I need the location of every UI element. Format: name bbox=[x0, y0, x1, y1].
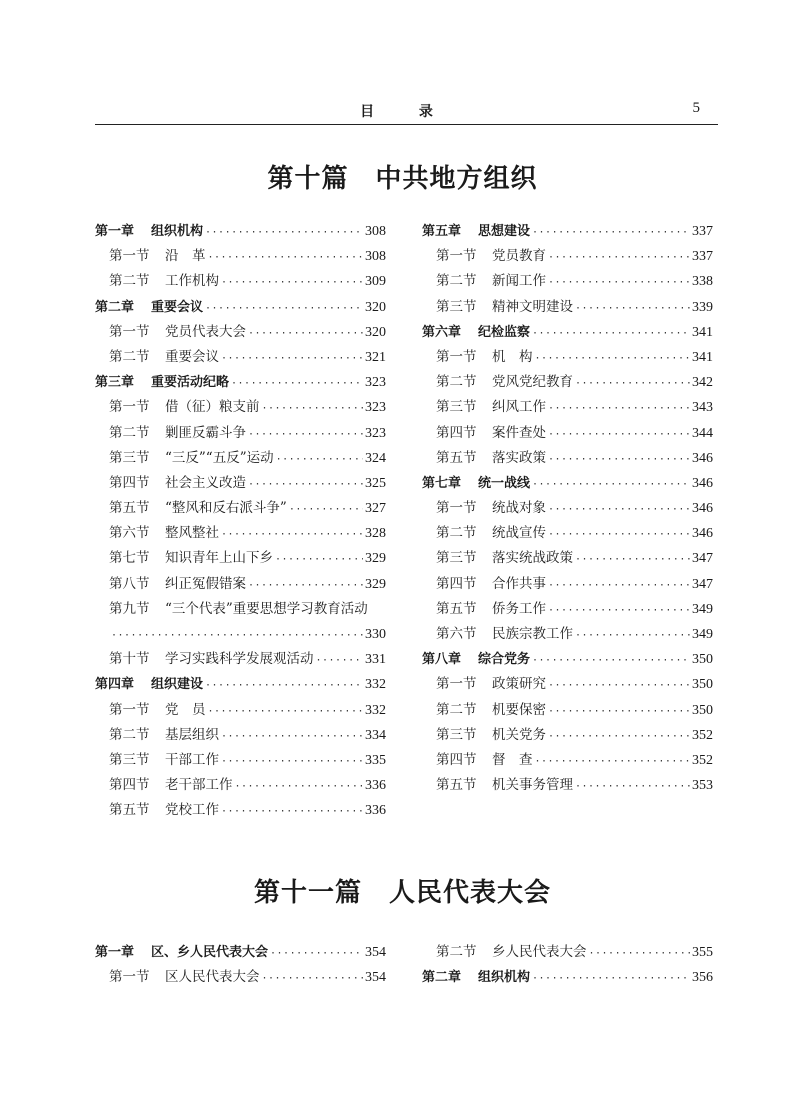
dot-leader bbox=[535, 749, 691, 774]
entry-page-number: 341 bbox=[692, 349, 713, 365]
entry-title: 重要活动纪略 bbox=[151, 375, 230, 391]
dot-leader bbox=[111, 623, 363, 648]
dot-leader bbox=[221, 522, 363, 547]
entry-page-number: 346 bbox=[692, 501, 713, 517]
dot-leader bbox=[276, 447, 363, 472]
toc-section-entry bbox=[422, 572, 713, 597]
toc-section-entry bbox=[95, 421, 386, 446]
entry-title: 区人民代表大会 bbox=[165, 969, 260, 986]
header-title: 目 录 bbox=[360, 104, 453, 120]
entry-title: 案件查处 bbox=[492, 424, 546, 441]
entry-number: 第二节 bbox=[109, 726, 150, 743]
entry-page-number: 354 bbox=[365, 970, 386, 986]
entry-page-number: 308 bbox=[365, 249, 386, 265]
dot-leader bbox=[248, 573, 363, 598]
dot-leader bbox=[548, 724, 690, 749]
entry-title: 老干部工作 bbox=[165, 777, 233, 794]
toc-section-entry bbox=[422, 395, 713, 420]
dot-leader bbox=[548, 270, 690, 295]
entry-page-number: 356 bbox=[692, 970, 713, 986]
toc-section-entry bbox=[422, 295, 713, 320]
entry-number: 第三节 bbox=[436, 726, 477, 743]
entry-page-number: 344 bbox=[692, 425, 713, 441]
entry-title: 组织机构 bbox=[151, 224, 204, 239]
entry-number: 第四节 bbox=[436, 575, 477, 592]
entry-title: 统战对象 bbox=[492, 500, 546, 517]
entry-page-number: 347 bbox=[692, 576, 713, 592]
toc-section-entry bbox=[95, 395, 386, 420]
entry-number: 第三节 bbox=[436, 550, 477, 567]
part-title: 第十一篇 人民代表大会 bbox=[253, 878, 551, 908]
entry-page-number: 337 bbox=[692, 249, 713, 265]
entry-number: 第三节 bbox=[436, 298, 477, 315]
entry-title: 合作共事 bbox=[492, 575, 546, 592]
dot-leader bbox=[548, 447, 690, 472]
entry-page-number: 329 bbox=[365, 576, 386, 592]
toc-section-entry bbox=[422, 345, 713, 370]
dot-leader bbox=[532, 220, 690, 245]
entry-title: 落实政策 bbox=[492, 449, 546, 466]
toc-chapter-entry bbox=[422, 219, 713, 244]
toc-section-entry bbox=[422, 940, 713, 965]
toc-section-entry bbox=[95, 446, 386, 471]
entry-title: 纠风工作 bbox=[492, 399, 546, 416]
entry-title: 新闻工作 bbox=[492, 273, 546, 290]
entry-title: “三反”“五反”运动 bbox=[165, 449, 274, 466]
dot-leader bbox=[548, 699, 690, 724]
toc-section-entry bbox=[422, 723, 713, 748]
entry-title: 重要会议 bbox=[165, 348, 219, 365]
entry-title: 党 员 bbox=[165, 701, 206, 718]
entry-page-number: 352 bbox=[692, 727, 713, 743]
entry-title: 纪检监察 bbox=[478, 324, 531, 340]
entry-page-number: 336 bbox=[365, 803, 386, 819]
dot-leader bbox=[548, 573, 690, 598]
entry-page-number: 343 bbox=[692, 400, 713, 416]
entry-title: 沿 革 bbox=[165, 248, 206, 265]
toc-chapter-entry bbox=[422, 320, 713, 345]
dot-leader bbox=[208, 699, 364, 724]
entry-page-number: 346 bbox=[692, 475, 713, 491]
entry-number: 第二节 bbox=[436, 273, 477, 290]
dot-leader bbox=[316, 648, 364, 673]
toc-column-left bbox=[95, 940, 386, 990]
entry-title: “三个代表”重要思想学习教育活动 bbox=[165, 600, 368, 617]
toc-section-entry bbox=[95, 521, 386, 546]
toc-section-entry bbox=[422, 773, 713, 798]
entry-title: 党员代表大会 bbox=[165, 323, 246, 340]
entry-number: 第五节 bbox=[109, 500, 150, 517]
entry-number: 第五章 bbox=[422, 224, 462, 239]
entry-number: 第二节 bbox=[109, 348, 150, 365]
entry-title: 学习实践科学发展观活动 bbox=[165, 651, 314, 668]
entry-page-number: 352 bbox=[692, 752, 713, 768]
dot-leader bbox=[589, 941, 691, 966]
entry-title: 统战宣传 bbox=[492, 525, 546, 542]
entry-title: 组织机构 bbox=[478, 970, 531, 986]
entry-number: 第四章 bbox=[95, 677, 135, 693]
entry-title: 区、乡人民代表大会 bbox=[151, 945, 269, 960]
toc-column-left bbox=[95, 219, 386, 824]
entry-page-number: 339 bbox=[692, 299, 713, 315]
toc-section-entry bbox=[422, 672, 713, 697]
entry-title: 督 查 bbox=[492, 751, 533, 768]
dot-leader bbox=[548, 497, 690, 522]
toc-section-entry bbox=[95, 244, 386, 269]
entry-page-number: 331 bbox=[365, 652, 386, 668]
dot-leader bbox=[248, 321, 363, 346]
entry-page-number: 349 bbox=[692, 627, 713, 642]
entry-page-number: 355 bbox=[692, 945, 713, 960]
entry-title: 干部工作 bbox=[165, 751, 219, 768]
dot-leader bbox=[548, 522, 690, 547]
toc-chapter-entry bbox=[95, 940, 386, 965]
toc-chapter-entry bbox=[422, 647, 713, 672]
entry-title: 工作机构 bbox=[165, 273, 219, 290]
toc-section-entry bbox=[422, 748, 713, 773]
toc-section-entry bbox=[422, 370, 713, 395]
entry-title: 综合党务 bbox=[478, 652, 531, 668]
entry-title: 乡人民代表大会 bbox=[492, 944, 587, 960]
entry-title: 党风党纪教育 bbox=[492, 374, 573, 391]
entry-page-number: 338 bbox=[692, 274, 713, 290]
entry-number: 第一节 bbox=[436, 676, 477, 693]
toc-section-entry bbox=[422, 496, 713, 521]
entry-title: 整风整社 bbox=[165, 525, 219, 542]
entry-number: 第五节 bbox=[436, 777, 477, 794]
toc-section-entry bbox=[422, 597, 713, 622]
entry-number: 第二节 bbox=[436, 525, 477, 542]
dot-leader bbox=[221, 346, 363, 371]
entry-title: 剿匪反霸斗争 bbox=[165, 424, 246, 441]
entry-number: 第九节 bbox=[109, 600, 150, 617]
dot-leader bbox=[535, 346, 691, 371]
dot-leader bbox=[262, 396, 364, 421]
entry-page-number: 349 bbox=[692, 601, 713, 617]
toc-entry-continuation bbox=[95, 622, 386, 647]
entry-page-number: 332 bbox=[365, 702, 386, 718]
toc-section-entry bbox=[95, 647, 386, 672]
entry-number: 第一节 bbox=[109, 323, 150, 340]
dot-leader bbox=[548, 396, 690, 421]
entry-number: 第六节 bbox=[109, 525, 150, 542]
dot-leader bbox=[532, 472, 690, 497]
entry-page-number: 332 bbox=[365, 677, 386, 693]
dot-leader bbox=[532, 648, 690, 673]
entry-number: 第一节 bbox=[109, 248, 150, 265]
toc-chapter-entry bbox=[95, 295, 386, 320]
entry-title: 机要保密 bbox=[492, 701, 546, 718]
dot-leader bbox=[205, 220, 363, 245]
entry-page-number: 337 bbox=[692, 224, 713, 239]
entry-title: 社会主义改造 bbox=[165, 474, 246, 491]
dot-leader bbox=[548, 598, 690, 623]
entry-number: 第五节 bbox=[436, 600, 477, 617]
dot-leader bbox=[205, 673, 363, 698]
entry-title: 统一战线 bbox=[478, 475, 531, 491]
dot-leader bbox=[275, 547, 363, 572]
entry-page-number: 320 bbox=[365, 324, 386, 340]
entry-title: 组织建设 bbox=[151, 677, 204, 693]
toc-section-entry bbox=[95, 597, 386, 622]
entry-page-number: 321 bbox=[365, 349, 386, 365]
entry-page-number: 328 bbox=[365, 526, 386, 542]
dot-leader bbox=[262, 966, 364, 991]
toc-section-entry bbox=[95, 269, 386, 294]
dot-leader bbox=[532, 966, 690, 991]
entry-page-number: 323 bbox=[365, 425, 386, 441]
entry-title: 思想建设 bbox=[478, 224, 531, 239]
dot-leader bbox=[235, 774, 364, 799]
toc-section-entry bbox=[422, 546, 713, 571]
toc-chapter-entry bbox=[422, 471, 713, 496]
dot-leader bbox=[221, 270, 363, 295]
dot-leader bbox=[575, 623, 690, 648]
dot-leader bbox=[248, 472, 363, 497]
entry-number: 第五节 bbox=[109, 802, 150, 819]
toc-section-entry bbox=[422, 521, 713, 546]
entry-number: 第二节 bbox=[436, 944, 477, 960]
dot-leader bbox=[532, 321, 690, 346]
toc-section-entry bbox=[422, 269, 713, 294]
entry-number: 第一节 bbox=[436, 348, 477, 365]
toc-chapter-entry bbox=[422, 965, 713, 990]
entry-title: 知识青年上山下乡 bbox=[165, 550, 273, 567]
entry-number: 第四节 bbox=[109, 474, 150, 491]
entry-title: 党校工作 bbox=[165, 802, 219, 819]
dot-leader bbox=[575, 371, 690, 396]
entry-title: 党员教育 bbox=[492, 248, 546, 265]
entry-page-number: 323 bbox=[365, 400, 386, 416]
entry-page-number: 350 bbox=[692, 702, 713, 718]
entry-number: 第二节 bbox=[436, 374, 477, 391]
entry-number: 第二章 bbox=[422, 970, 462, 986]
entry-page-number: 329 bbox=[365, 551, 386, 567]
dot-leader bbox=[221, 749, 363, 774]
entry-number: 第三章 bbox=[95, 375, 135, 391]
entry-number: 第八章 bbox=[422, 652, 462, 668]
entry-page-number: 323 bbox=[365, 375, 386, 391]
entry-page-number: 354 bbox=[365, 945, 386, 960]
entry-number: 第二节 bbox=[109, 424, 150, 441]
toc-section-entry bbox=[95, 965, 386, 990]
dot-leader bbox=[548, 422, 690, 447]
entry-title: 纠正冤假错案 bbox=[165, 575, 246, 592]
entry-number: 第一节 bbox=[436, 500, 477, 517]
toc-chapter-entry bbox=[95, 370, 386, 395]
entry-title: 机 构 bbox=[492, 348, 533, 365]
toc-column-right bbox=[422, 940, 713, 990]
entry-title: 机关事务管理 bbox=[492, 777, 573, 794]
toc-section-entry bbox=[422, 421, 713, 446]
toc-section-entry bbox=[95, 572, 386, 597]
dot-leader bbox=[548, 673, 690, 698]
entry-page-number: 347 bbox=[692, 551, 713, 567]
toc-section-entry bbox=[95, 471, 386, 496]
entry-title: 侨务工作 bbox=[492, 600, 546, 617]
dot-leader bbox=[248, 422, 363, 447]
toc-section-entry bbox=[95, 320, 386, 345]
page-header bbox=[95, 98, 718, 125]
entry-page-number: 309 bbox=[365, 274, 386, 290]
toc-column-right bbox=[422, 219, 713, 798]
toc-chapter-entry bbox=[95, 219, 386, 244]
entry-page-number: 350 bbox=[692, 652, 713, 668]
toc-section-entry bbox=[422, 446, 713, 471]
dot-leader bbox=[270, 941, 363, 966]
dot-leader bbox=[205, 296, 363, 321]
entry-title: 机关党务 bbox=[492, 726, 546, 743]
dot-leader bbox=[289, 497, 363, 522]
entry-title: 借（征）粮支前 bbox=[165, 399, 260, 416]
entry-page-number: 346 bbox=[692, 450, 713, 466]
entry-number: 第六节 bbox=[436, 626, 477, 642]
entry-page-number: 346 bbox=[692, 526, 713, 542]
toc-section-entry bbox=[95, 496, 386, 521]
entry-title: 精神文明建设 bbox=[492, 298, 573, 315]
entry-title: 政策研究 bbox=[492, 676, 546, 693]
entry-page-number: 324 bbox=[365, 450, 386, 466]
entry-title: 基层组织 bbox=[165, 726, 219, 743]
entry-page-number: 350 bbox=[692, 677, 713, 693]
entry-number: 第一节 bbox=[109, 399, 150, 416]
entry-title: 重要会议 bbox=[151, 299, 204, 315]
dot-leader bbox=[575, 774, 690, 799]
entry-number: 第四节 bbox=[109, 777, 150, 794]
entry-number: 第四节 bbox=[436, 751, 477, 768]
entry-number: 第一节 bbox=[436, 248, 477, 265]
entry-page-number: 330 bbox=[365, 627, 386, 642]
dot-leader bbox=[548, 245, 690, 270]
entry-number: 第三节 bbox=[109, 449, 150, 466]
entry-number: 第二节 bbox=[436, 701, 477, 718]
entry-number: 第一章 bbox=[95, 224, 135, 239]
entry-title: “整风和反右派斗争” bbox=[165, 500, 287, 517]
entry-page-number: 308 bbox=[365, 224, 386, 239]
entry-number: 第二章 bbox=[95, 299, 135, 315]
entry-page-number: 342 bbox=[692, 375, 713, 391]
entry-title: 民族宗教工作 bbox=[492, 626, 573, 642]
entry-number: 第七节 bbox=[109, 550, 150, 567]
part-title: 第十篇 中共地方组织 bbox=[267, 164, 538, 194]
entry-page-number: 325 bbox=[365, 475, 386, 491]
toc-section-entry bbox=[95, 773, 386, 798]
entry-page-number: 335 bbox=[365, 752, 386, 768]
entry-page-number: 336 bbox=[365, 778, 386, 794]
dot-leader bbox=[575, 547, 690, 572]
dot-leader bbox=[575, 296, 690, 321]
entry-number: 第五节 bbox=[436, 449, 477, 466]
entry-number: 第一节 bbox=[109, 969, 150, 986]
entry-number: 第三节 bbox=[109, 751, 150, 768]
entry-number: 第一节 bbox=[109, 701, 150, 718]
toc-section-entry bbox=[95, 345, 386, 370]
entry-title: 落实统战政策 bbox=[492, 550, 573, 567]
entry-page-number: 320 bbox=[365, 299, 386, 315]
entry-number: 第四节 bbox=[436, 424, 477, 441]
entry-number: 第三节 bbox=[436, 399, 477, 416]
dot-leader bbox=[231, 371, 363, 396]
dot-leader bbox=[221, 724, 363, 749]
toc-section-entry bbox=[95, 723, 386, 748]
toc-section-entry bbox=[422, 244, 713, 269]
toc-section-entry bbox=[95, 798, 386, 823]
toc-chapter-entry bbox=[95, 672, 386, 697]
entry-number: 第一章 bbox=[95, 945, 135, 960]
entry-number: 第七章 bbox=[422, 475, 462, 491]
toc-section-entry bbox=[422, 622, 713, 647]
entry-number: 第十节 bbox=[109, 651, 150, 668]
dot-leader bbox=[221, 799, 363, 824]
toc-section-entry bbox=[95, 698, 386, 723]
entry-page-number: 334 bbox=[365, 727, 386, 743]
toc-section-entry bbox=[95, 546, 386, 571]
header-page-number: 5 bbox=[692, 100, 700, 116]
entry-page-number: 327 bbox=[365, 501, 386, 517]
entry-number: 第六章 bbox=[422, 324, 462, 340]
entry-page-number: 341 bbox=[692, 324, 713, 340]
toc-section-entry bbox=[422, 698, 713, 723]
entry-number: 第二节 bbox=[109, 273, 150, 290]
toc-section-entry bbox=[95, 748, 386, 773]
entry-page-number: 353 bbox=[692, 778, 713, 794]
entry-number: 第八节 bbox=[109, 575, 150, 592]
dot-leader bbox=[208, 245, 364, 270]
